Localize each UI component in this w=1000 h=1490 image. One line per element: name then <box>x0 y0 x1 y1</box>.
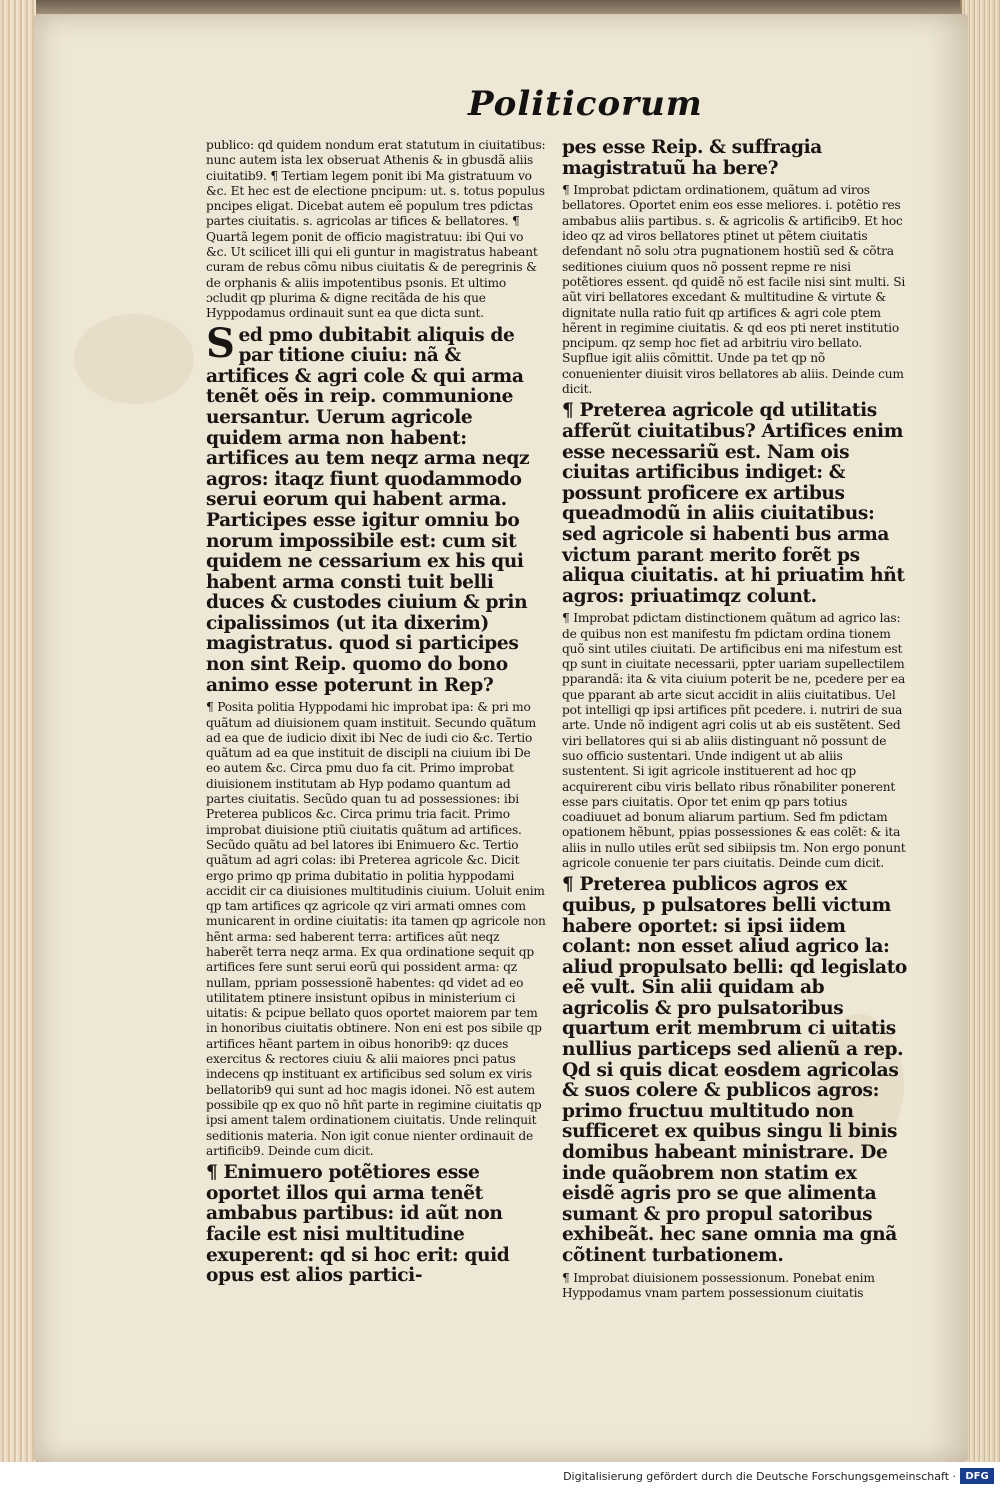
text-paragraph: pes esse Reip. & suffragia magistratuũ ha bere? <box>562 137 822 179</box>
commentary-paragraph: ¶ Improbat pdictam distinctionem quãtum ad agrico las: de quibus non est manifestu fm pdictam ordina tionem quõ sint utiles ciuitati. De artificibus eni ma nifestum est qp sunt in ciuitate necessarii, ppter uariam supellectilem pparandã: ita & vita ciuium poterit be ne, pcedere per ea que pparant ab arte sicut accidit in aliis ciuitatibus. Uel pot intelligi qp ipsi artifices pñt pcedere. i. nutriri de sua arte. Unde nõ indigent agri colis ut ab eis sustẽtent. Sed viri bellatores qui si ab aliis distinguant nõ possunt de suo officio sustentari. Unde indigent ut ab aliis sustentent. Si igit agricole instituerent ad hoc qp acquirerent cibu viris bellato ribus rõnabiliter ponerent esse pars ciuitatis. Opor tet enim qp pars totius coadiuuet ad bonum aliarum partium. Sed fm pdictam opationem hẽbunt, ppias possessiones & eas colẽt: & ita aliis in nullo utiles erũt sed sibiipsis tm. Non ergo ponunt agricole conuenie ter pars ciuitatis. Deinde cum dicit. <box>562 611 906 871</box>
text-paragraph: ¶ Enimuero potẽtiores esse oportet illos qui arma tenẽt ambabus partibus: id aũt non facile est nisi multitudine exuperent: qd si hoc erit: quid opus est alios partici- <box>206 1162 510 1287</box>
running-head: Politicorum <box>468 84 703 124</box>
book-edge-left <box>0 0 36 1462</box>
text-paragraph: ¶ Preterea agricole qd utilitatis afferũt ciuitatibus? Artifices enim esse necessariũ est. Nam ois ciuitas artificibus indiget: & possunt proficere ex artibus queadmodũ in aliis ciuitatibus: sed agricole si habenti bus arma victum parant merito forẽt ps aliqua ciuitatis. at hi priuatim hñt agros: priuatimqz colunt. <box>562 400 905 607</box>
commentary-paragraph: ¶ Improbat diuisionem possessionum. Ponebat enim Hyppodamus vnam partem possessionum ciuitatis <box>562 1270 875 1300</box>
paragraph-gap <box>562 1301 908 1305</box>
left-column <box>206 138 546 1291</box>
text-paragraph: Sed pmo dubitabit aliquis de par titione ciuiu: nã & artifices & agri cole & qui arma tenẽt oẽs in reip. communione uersantur. Uerum agricole quidem arma non habent: artifices au tem neqz arma neqz agros: itaqz fiunt quodammodo serui eorum qui habent arma. Participes esse igitur omniu bo norum impossibile est: cum sit quidem ne cessarium ex his qui habent arma consti tuit belli duces & custodes ciuium & prin cipalissimos (ut ita dixerim) magistratus. quod si participes non sint Reip. quomo do bono animo esse poterunt in Rep? <box>206 319 530 696</box>
paper-stain <box>74 314 194 404</box>
commentary-paragraph: ¶ Improbat pdictam ordinationem, quãtum ad viros bellatores. Oportet enim eos esse meliores. i. potẽtio res ambabus aliis partibus. s. & agricolis & artificib9. Et hoc ideo qz ad viros bellatores ptinet ut pẽtem ciuitatis defendant nõ solu ɔtra pugnationem hostiũ sed & cõtra seditiones ciuium quos nõ possent repme re nisi potẽtiores essent. qd quidẽ nõ est facile nisi sint multi. Si aũt viri bellatores excedant & multitudine & virtute & dignitate nulla ratio fuit qp artifices & agri cole ptem hẽrent in regimine ciuitatis. & qd eos pti neret institutio pncipum. qz semp hoc fiet ad arbitriu viro bellato. Supflue igit aliis cõmittit. Unde pa tet qp nõ conuenienter diuisit viros bellatores ab aliis. Deinde cum dicit. <box>562 183 906 397</box>
paragraph-gap <box>206 1287 546 1291</box>
commentary-paragraph: ¶ Posita politia Hyppodami hic improbat ipa: & pri mo quãtum ad diuisionem quam instituit. Secundo quãtum ad ea que de iudicio dixit ibi Nec de iudi cio &c. Tertio quãtum ad ea que instituit de discipli na ciuium ibi De eo autem &c. Circa pmu duo fa cit. Primo improbat diuisionem institutam ab Hyp podamo quantum ad partes ciuitatis. Secũdo quan tu ad possessiones: ibi Preterea publicos &c. Circa primu tria facit. Primo improbat diuisione ptiũ ciuitatis quãtum ad artifices. Secũdo quãtu ad bel latores ibi Enimuero &c. Tertio quãtum ad agri colas: ibi Preterea agricole &c. Dicit ergo primo qp prima dubitatio in politia hyppodami accidit cir ca diuisiones multitudinis ciuium. Uoluit enim qp tam artifices qz agricole qz viri armati omnes com municarent in ordine ciuitatis: ita tamen qp agricole non hẽnt arma: sed haberent terra: artifices aũt neqz haberẽt terra neqz arma. Ex qua ordinatione sequit qp artifices fere sunt serui eorũ qui possident arma: qz nullam, ppriam possessionẽ habentes: qd videt ad eo utilitatem ptinere insistunt opibus in ministerium ci uitatis: & pcipue bellato quos oportet maiorem par tem in honoribus ciuitatis obtinere. Non eni est pos sibile qp artifices hẽant partem in oibus honorib9: qz duces exercitus & rectores ciuiu & alii maiores pnci patus indecens qp instituant ex artificibus sed solum ex viris bellatorib9 qui sunt ad hoc magis idonei. Nõ est autem possibile qp ex quo nõ hñt parte in regimine ciuitatis qp ipsi ament talem ordinationem ciuitatis. Unde relinquit seditionis materia. Non igit conue nienter ordinauit de artificib9. Deinde cum dicit. <box>206 700 546 1158</box>
commentary-paragraph: publico: qd quidem nondum erat statutum in ciuitatibus: nunc autem ista lex obseruat Athenis & in gbusdã aliis ciuitatib9. ¶ Tertiam legem ponit ibi Ma gistratuum vo &c. Et hec est de electione pncipum: ut. s. totus populus pncipes eligat. Dicebat autem eẽ populum tres pdictas partes ciuitatis. s. agricolas ar tifices & bellatores. ¶ Quartã legem ponit de officio magistratuu: ibi Qui vo &c. Ut scilicet illi qui eli guntur in magistratus habeant curam de rebus cõmu nibus ciuitatis & de peregrinis & de orphanis & aliis impotentibus psonis. Et ultimo ɔcludit qp plurima & digne recitãda de his que Hyppodamus ordinauit sunt ea que dicta sunt. <box>206 138 546 321</box>
footer-credit: Digitalisierung gefördert durch die Deutsche Forschungsgemeinschaft · <box>563 1470 956 1483</box>
dfg-logo: DFG <box>960 1468 994 1484</box>
right-column <box>562 138 908 1305</box>
text-paragraph: ¶ Preterea publicos agros ex quibus, p pulsatores belli victum habere oportet: si ipsi iidem colant: non esset aliud agrico la: aliud propulsato belli: qd legislato eẽ vult. Sin alii quidam ab agricolis & pro pulsatoribus quartum erit membrum ci uitatis nullius particeps sed alienũ a rep. Qd si quis dicat eosdem agricolas & suos colere & publicos agros: primo fructuu multitudo non sufficeret ex quibus singu li binis domibus habeant ministrare. De inde quãobrem non statim ex eisdẽ agris pro se que alimenta sumant & pro propul satoribus exhibeãt. hec sane omnia ma gnã cõtinent turbationem. <box>562 874 907 1267</box>
